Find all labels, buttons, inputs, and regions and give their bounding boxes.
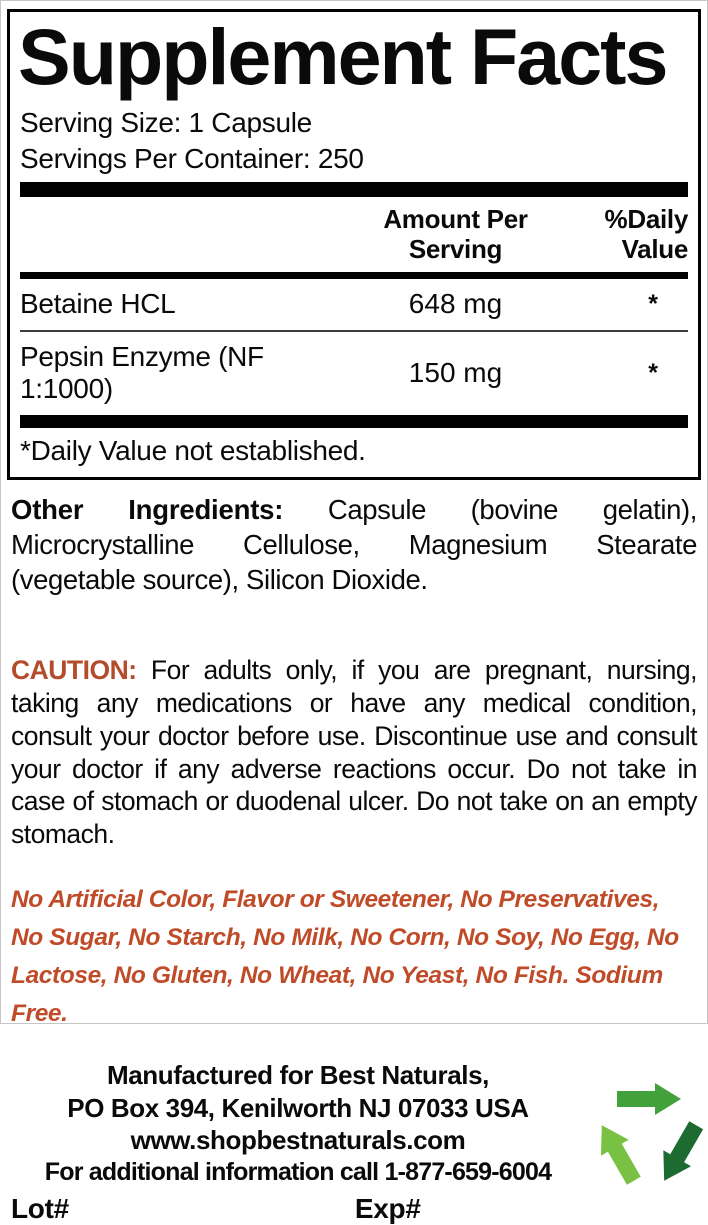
exp-label: Exp# xyxy=(354,1192,421,1224)
nutrient-daily-value: * xyxy=(648,358,658,387)
nutrient-daily-value: * xyxy=(648,289,658,318)
thick-separator xyxy=(20,182,688,197)
table-row xyxy=(20,332,688,415)
manufacturer-line: Manufactured for Best Naturals, xyxy=(106,1060,489,1091)
other-ingredients-paragraph xyxy=(11,493,697,598)
serving-size: Serving Size: 1 Capsule xyxy=(20,107,312,139)
caution-text: For adults only, if you are pregnant, nursing, taking any medications or have any medical condition, consult your doctor before use. Discontinue use and consult your doctor if any adverse reactions occur. Do not take in case of stomach or duodenal ulcer. Do not take on an empty stomach. xyxy=(11,655,697,850)
medium-separator xyxy=(20,272,688,279)
lot-exp-row xyxy=(7,1193,589,1225)
website-line: www.shopbestnaturals.com xyxy=(130,1125,466,1156)
claims-paragraph: No Artificial Color, Flavor or Sweetener, No Preservatives, No Sugar, No Starch, No Milk, No Corn, No Soy, No Egg, No Lactose, No Gluten, No Wheat, No Yeast, No Fish. Sodium Free. xyxy=(11,886,679,1028)
recycle-arrow-right xyxy=(650,1117,708,1188)
lot-label: Lot# xyxy=(11,1192,69,1224)
nutrient-amount: 150 mg xyxy=(408,357,503,389)
daily-value-header: %Daily Value xyxy=(604,203,688,265)
daily-value-footnote: *Daily Value not established. xyxy=(20,435,366,467)
amount-per-serving-header: Amount Per Serving xyxy=(383,203,528,265)
thick-separator xyxy=(20,415,688,428)
nutrient-name: Betaine HCL xyxy=(20,288,176,320)
recycle-icon xyxy=(599,1071,699,1193)
phone-info-line: For additional information call 1-877-659-6004 xyxy=(44,1157,552,1186)
caution-label: CAUTION: xyxy=(11,655,137,686)
recycle-arrow-top xyxy=(617,1083,681,1115)
panel-title: Supplement Facts xyxy=(18,12,667,101)
caution-paragraph xyxy=(11,654,697,851)
nutrient-amount: 648 mg xyxy=(408,288,503,320)
footer xyxy=(1,1059,707,1225)
address-line: PO Box 394, Kenilworth NJ 07033 USA xyxy=(67,1092,529,1123)
table-row xyxy=(20,279,688,330)
other-ingredients-label: Other Ingredients: xyxy=(11,494,284,526)
table-header-row xyxy=(20,197,688,272)
recycle-arrow-left xyxy=(588,1117,648,1188)
servings-per-container: Servings Per Container: 250 xyxy=(20,142,364,174)
nutrient-name: Pepsin Enzyme (NF 1:1000) xyxy=(20,341,264,405)
other-ingredients-text: Capsule (bovine gelatin), Microcrystalline Cellulose, Magnesium Stearate (vegetable source), Silicon Dioxide. xyxy=(11,494,697,596)
supplement-facts-panel xyxy=(7,9,701,480)
